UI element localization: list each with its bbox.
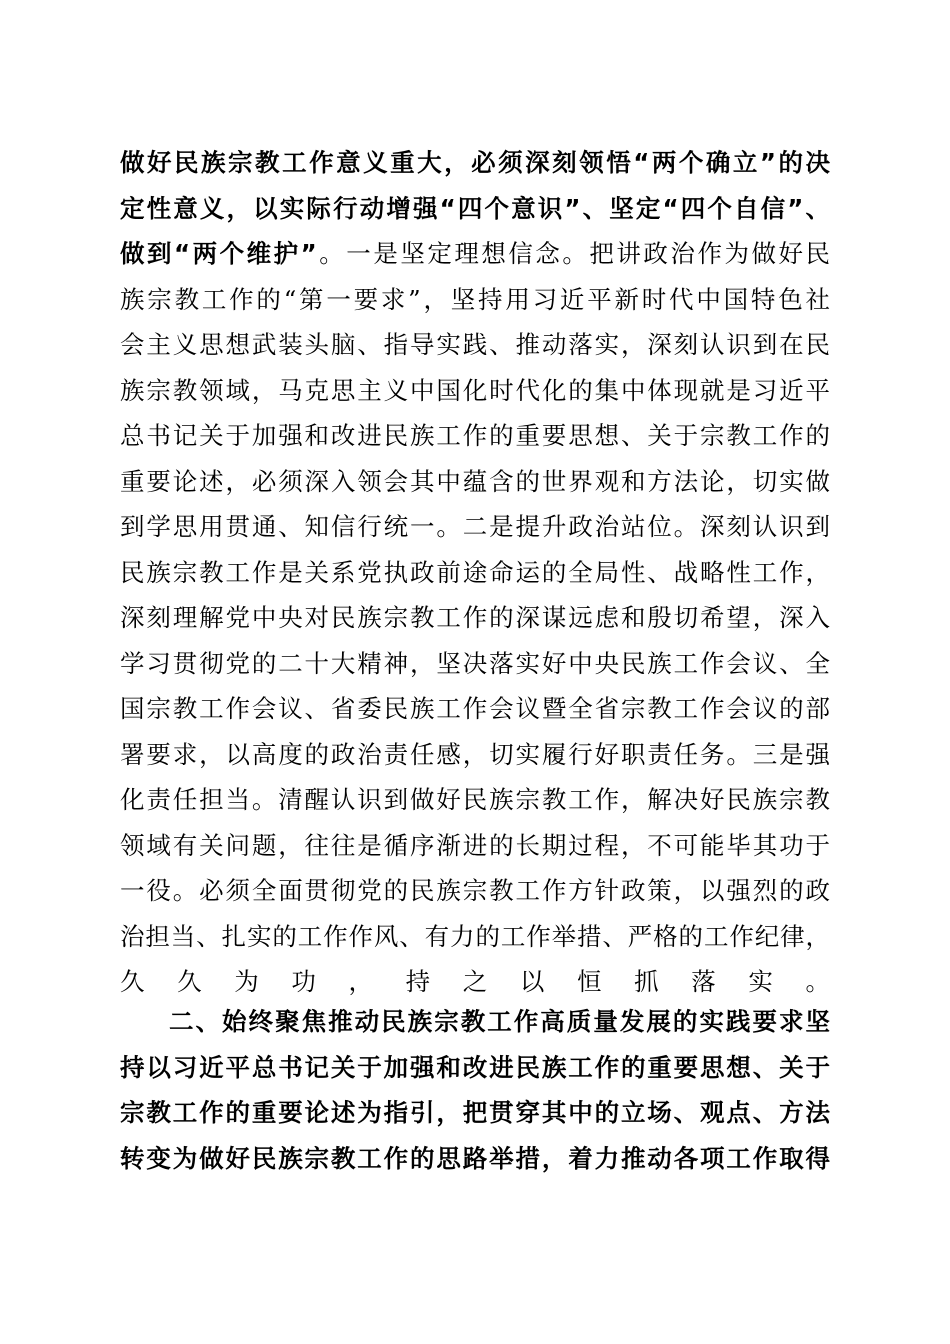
text-line: 重要论述，必须深入领会其中蕴含的世界观和方法论，切实做 <box>120 466 830 496</box>
text-line: 转变为做好民族宗教工作的思路举措，着力推动各项工作取得 <box>120 1143 830 1173</box>
text-line: 学习贯彻党的二十大精神，坚决落实好中央民族工作会议、全 <box>120 648 830 678</box>
text-line: 化责任担当。清醒认识到做好民族宗教工作，解决好民族宗教 <box>120 785 830 814</box>
text-line: 总书记关于加强和改进民族工作的重要思想、关于宗教工作的 <box>120 421 830 450</box>
text-line-mixed <box>120 231 830 277</box>
paragraph-2 <box>120 999 830 1181</box>
text-line: 民族宗教工作是关系党执政前途命运的全局性、战略性工作， <box>120 557 830 587</box>
text-line: 一役。必须全面贯彻党的民族宗教工作方针政策，以强烈的政 <box>120 876 830 905</box>
text-line: 族宗教工作的“第一要求”，坚持用习近平新时代中国特色社 <box>120 284 830 314</box>
text-line: 久久为功，持之以恒抓落实。 <box>120 967 830 996</box>
paragraph-1 <box>120 140 830 1050</box>
text-line-bold-part: 做到“两个维护” <box>120 239 317 268</box>
text-line: 治担当、扎实的工作作风、有力的工作举措、严格的工作纪律， <box>120 921 830 951</box>
text-line-normal-part: 。一是坚定理想信念。把讲政治作为做好民 <box>316 239 830 268</box>
text-line: 到学思用贯通、知信行统一。二是提升政治站位。深刻认识到 <box>120 512 830 541</box>
text-line: 持以习近平总书记关于加强和改进民族工作的重要思想、关于 <box>120 1052 830 1082</box>
text-line: 会主义思想武装头脑、指导实践、推动落实，深刻认识到在民 <box>120 330 830 359</box>
text-line: 族宗教领域，马克思主义中国化时代化的集中体现就是习近平 <box>120 375 830 405</box>
text-line: 做好民族宗教工作意义重大，必须深刻领悟“两个确立”的决 <box>120 148 830 177</box>
text-line: 定性意义，以实际行动增强“四个意识”、坚定“四个自信”、 <box>120 193 830 223</box>
text-line: 署要求，以高度的政治责任感，切实履行好职责任务。三是强 <box>120 739 830 769</box>
text-line: 深刻理解党中央对民族宗教工作的深谋远虑和殷切希望，深入 <box>120 603 830 632</box>
section-heading-line: 二、始终聚焦推动民族宗教工作高质量发展的实践要求坚 <box>169 1007 830 1036</box>
text-line: 国宗教工作会议、省委民族工作会议暨全省宗教工作会议的部 <box>120 694 830 723</box>
text-line: 领域有关问题，往往是循序渐进的长期过程，不可能毕其功于 <box>120 830 830 860</box>
text-line: 宗教工作的重要论述为指引，把贯穿其中的立场、观点、方法 <box>120 1098 830 1127</box>
